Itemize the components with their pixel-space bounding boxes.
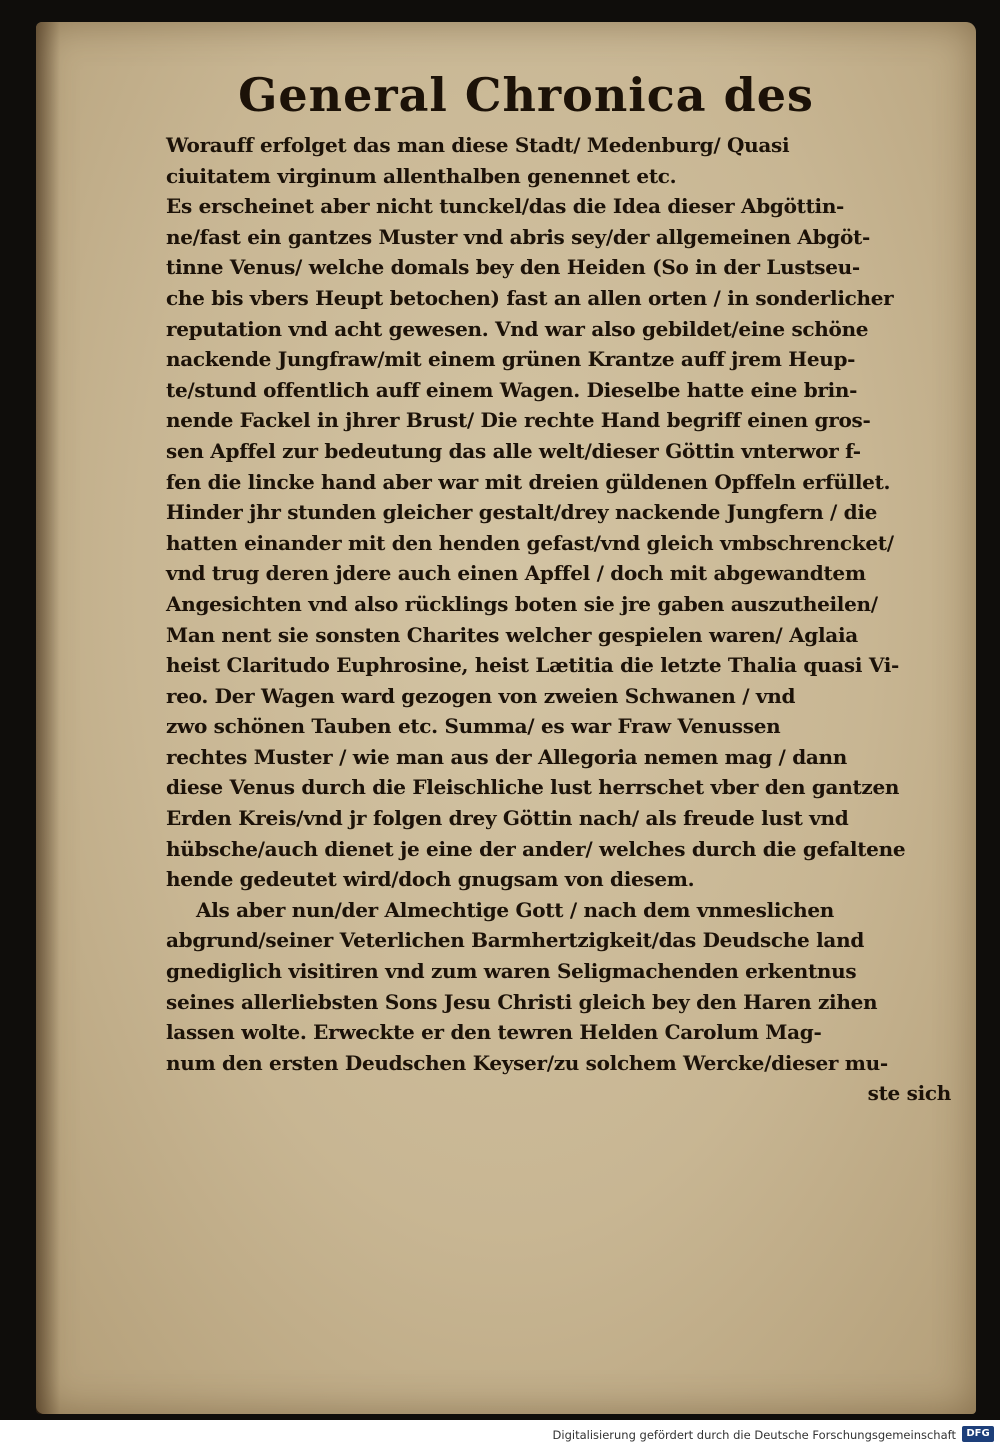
text-line: heist Claritudo Euphrosine, heist Lætitia die letzte Thalia quasi Vi- [166,653,900,678]
page-gutter-shadow [36,22,60,1414]
text-line: Als aber nun/der Almechtige Gott / nach dem vnmeslichen [196,897,835,922]
footer-bar [0,1420,1000,1449]
text-line: zwo schönen Tauben etc. Summa/ es war Fraw Venussen [166,714,781,739]
text-line: nackende Jungfraw/mit einem grünen Krantze auff jrem Heup- [166,347,856,372]
text-line: Angesichten vnd also rücklings boten sie jre gaben auszutheilen/ [166,591,878,616]
text-line: Erden Kreis/vnd jr folgen drey Göttin nach/ als freude lust vnd [166,806,849,831]
catchword: ste sich [867,1081,951,1106]
body-text [166,130,951,1109]
text-line: abgrund/seiner Veterlichen Barmhertzigkeit/das Deudsche land [166,928,865,953]
text-line: nende Fackel in jhrer Brust/ Die rechte Hand begriff einen gros- [166,408,871,433]
text-line: gnediglich visitiren vnd zum waren Seligmachenden erkentnus [166,959,857,984]
text-line: reputation vnd acht gewesen. Vnd war also gebildet/eine schöne [166,316,869,341]
text-line: fen die lincke hand aber war mit dreien güldenen Opffeln erfüllet. [166,469,891,494]
text-line: hübsche/auch dienet je eine der ander/ welches durch die gefaltene [166,836,906,861]
text-line: Es erscheinet aber nicht tunckel/das die Idea dieser Abgöttin- [166,194,845,219]
text-line: tinne Venus/ welche domals bey den Heiden (So in der Lustseu- [166,255,860,280]
text-line: hende gedeutet wird/doch gnugsam von diesem. [166,867,695,892]
book-page [36,22,976,1414]
text-line: Hinder jhr stunden gleicher gestalt/drey nackende Jungfern / die [166,500,878,525]
text-line: Worauff erfolget das man diese Stadt/ Medenburg/ Quasi [166,133,790,157]
text-line: che bis vbers Heupt betochen) fast an allen orten / in sonderlicher [166,285,894,310]
text-line: lassen wolte. Erweckte er den tewren Helden Carolum Mag- [166,1020,822,1045]
text-line: diese Venus durch die Fleischliche lust herrschet vber den gantzen [166,775,900,800]
text-line: Man nent sie sonsten Charites welcher gespielen waren/ Aglaia [166,622,858,647]
funding-credit: Digitalisierung gefördert durch die Deutsche Forschungsgemeinschaft [552,1428,956,1442]
text-line: hatten einander mit den henden gefast/vnd gleich vmbschrencket/ [166,530,894,555]
text-line: vnd trug deren jdere auch einen Apffel / doch mit abgewandtem [166,561,866,586]
text-line: reo. Der Wagen ward gezogen von zweien Schwanen / vnd [166,683,796,708]
text-line: te/stund offentlich auff einem Wagen. Dieselbe hatte eine brin- [166,377,858,402]
text-line: ciuitatem virginum allenthalben genennet etc. [166,163,677,188]
text-line: rechtes Muster / wie man aus der Allegoria nemen mag / dann [166,744,848,769]
text-line: seines allerliebsten Sons Jesu Christi gleich bey den Haren zihen [166,989,878,1014]
dfg-logo-icon: DFG [962,1426,994,1442]
running-head: General Chronica des [238,68,814,122]
text-line: ne/fast ein gantzes Muster vnd abris sey/der allgemeinen Abgöt- [166,224,870,249]
text-line: sen Apffel zur bedeutung das alle welt/dieser Göttin vnterwor f- [166,438,861,463]
text-line: num den ersten Deudschen Keyser/zu solchem Wercke/dieser mu- [166,1050,888,1075]
